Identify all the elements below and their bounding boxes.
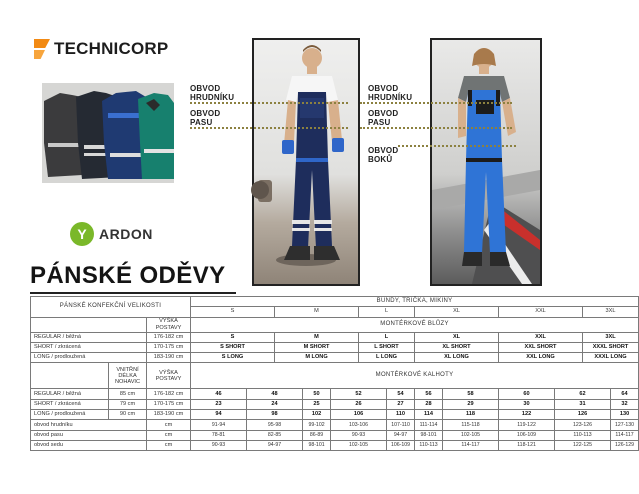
male-waist-guide: [190, 127, 348, 129]
female-hips-guide: [398, 145, 516, 147]
male-model-photo: [252, 38, 360, 286]
ardon-logo-icon: Y: [70, 222, 94, 246]
height-header-trousers: VÝŠKA POSTAVY: [147, 363, 191, 389]
male-waist-label: OBVOD PASU: [190, 109, 221, 127]
male-chest-guide: [190, 102, 348, 104]
technicorp-logo-icon: [34, 39, 50, 59]
table-row: obvod pasu cm 78-81 82-85 86-89 90-93 94-97 98-101 102-105 106-109 110-113 114-117: [31, 430, 639, 440]
top-size: M: [275, 307, 359, 317]
top-size: 3XL: [583, 307, 639, 317]
ardon-name: ARDON: [99, 226, 153, 242]
table-row: SHORT / zkrácená 79 cm 170-175 cm 23 24 25 26 27 28 29 30 31 32: [31, 399, 639, 409]
table-row: LONG / prodloužená 183-190 cm S LONG M LONG L LONG XL LONG XXL LONG XXXL LONG: [31, 353, 639, 363]
trouser-section-header: MONTÉRKOVÉ KALHOTY: [191, 363, 639, 389]
table-row: LONG / prodloužená 90 cm 183-190 cm 94 98 102 106 110 114 118 122 126 130: [31, 410, 639, 420]
size-table: [30, 296, 639, 451]
table-row: REGULAR / běžná 85 cm 176-182 cm 46 48 50 52 54 56 58 60 62 64: [31, 389, 639, 399]
female-chest-guide: [360, 102, 512, 104]
top-size: L: [359, 307, 415, 317]
top-size: XL: [415, 307, 499, 317]
inseam-header: VNITŘNÍ DÉLKA NOHAVIC: [109, 363, 147, 389]
page-heading: PÁNSKÉ ODĚVY: [30, 262, 226, 289]
male-chest-label: OBVOD HRUDNÍKU: [190, 84, 235, 102]
ardon-logo: [70, 222, 153, 246]
female-hips-label: OBVOD BOKŮ: [368, 146, 399, 164]
top-size: XXL: [499, 307, 583, 317]
table-row: obvod sedu cm 90-93 94-97 98-101 102-105 106-109 110-113 114-117 118-121 122-125 126-129: [31, 440, 639, 450]
table-corner-label: PÁNSKÉ KONFEKČNÍ VELIKOSTI: [31, 297, 191, 318]
female-model-photo: [430, 38, 542, 286]
female-waist-guide: [360, 127, 512, 129]
jackets-product-image: [42, 83, 174, 183]
table-row: obvod hrudníku cm 91-94 95-98 99-102 103-106 107-110 111-114 115-118 119-122 123-126 127-130: [31, 420, 639, 430]
top-group-header: BUNDY, TRIČKA, MIKINY: [191, 297, 639, 307]
female-waist-label: OBVOD PASU: [368, 109, 399, 127]
table-row: SHORT / zkrácená 170-175 cm S SHORT M SHORT L SHORT XL SHORT XXL SHORT XXXL SHORT: [31, 342, 639, 352]
blouse-section-header: MONTÉRKOVÉ BLŮZY: [191, 317, 639, 332]
female-chest-label: OBVOD HRUDNÍKU: [368, 84, 413, 102]
brand-name: TECHNICORP: [54, 39, 169, 58]
table-row: REGULAR / běžná 176-182 cm S M L XL XXL 3XL: [31, 332, 639, 342]
heading-underline: [30, 292, 236, 294]
height-header: VÝŠKA POSTAVY: [147, 317, 191, 332]
top-size: S: [191, 307, 275, 317]
brand-logo: [34, 38, 168, 60]
